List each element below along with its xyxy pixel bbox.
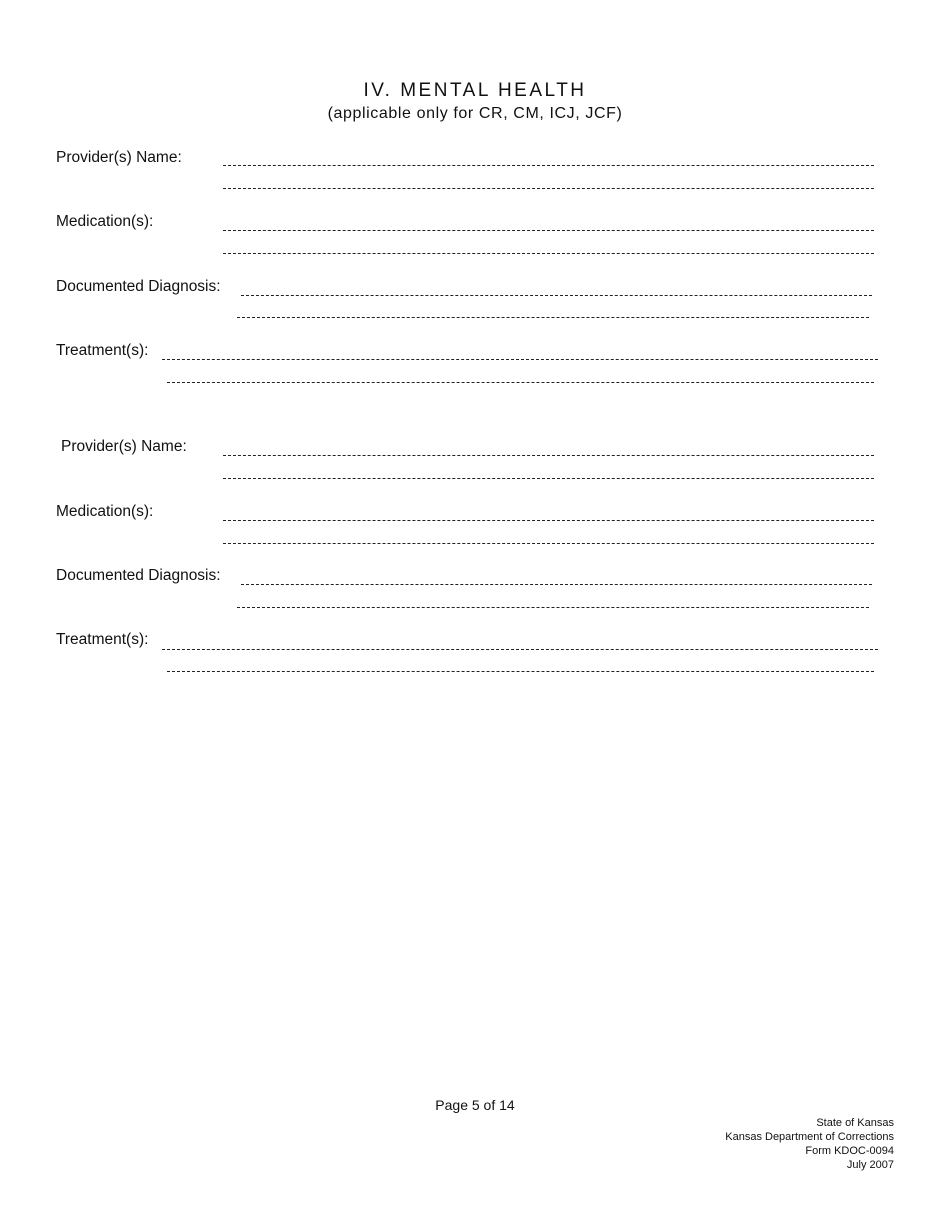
treatment-label: Treatment(s): [56,631,149,648]
documented-diagnosis-label: Documented Diagnosis: [56,278,221,295]
medication-line-2[interactable] [223,543,874,544]
treatment-label: Treatment(s): [56,342,149,359]
footer-form-number: Form KDOC-0094 [805,1145,894,1157]
treatment-line-2[interactable] [167,382,874,383]
footer-date: July 2007 [846,1159,894,1171]
provider-name-line-1[interactable] [223,455,874,456]
documented-diagnosis-line-2[interactable] [237,317,869,318]
documented-diagnosis-line-1[interactable] [241,295,872,296]
treatment-line-1[interactable] [162,649,878,650]
documented-diagnosis-line-1[interactable] [241,584,872,585]
footer-state: State of Kansas [816,1117,894,1129]
medication-line-1[interactable] [223,520,874,521]
medication-line-2[interactable] [223,253,874,254]
documented-diagnosis-line-2[interactable] [237,607,869,608]
provider-name-line-2[interactable] [223,188,874,189]
section-subtitle: (applicable only for CR, CM, ICJ, JCF) [327,105,623,122]
provider-name-label: Provider(s) Name: [56,149,182,166]
treatment-line-1[interactable] [162,359,878,360]
medication-label: Medication(s): [56,503,154,520]
provider-name-label: Provider(s) Name: [61,438,187,455]
provider-name-line-2[interactable] [223,478,874,479]
documented-diagnosis-label: Documented Diagnosis: [56,567,221,584]
form-footer [725,1116,894,1172]
provider-name-line-1[interactable] [223,165,874,166]
page-number: Page 5 of 14 [435,1097,515,1113]
footer-department: Kansas Department of Corrections [725,1131,894,1143]
medication-label: Medication(s): [56,213,154,230]
treatment-line-2[interactable] [167,671,874,672]
medication-line-1[interactable] [223,230,874,231]
section-title: IV. MENTAL HEALTH [363,80,587,101]
